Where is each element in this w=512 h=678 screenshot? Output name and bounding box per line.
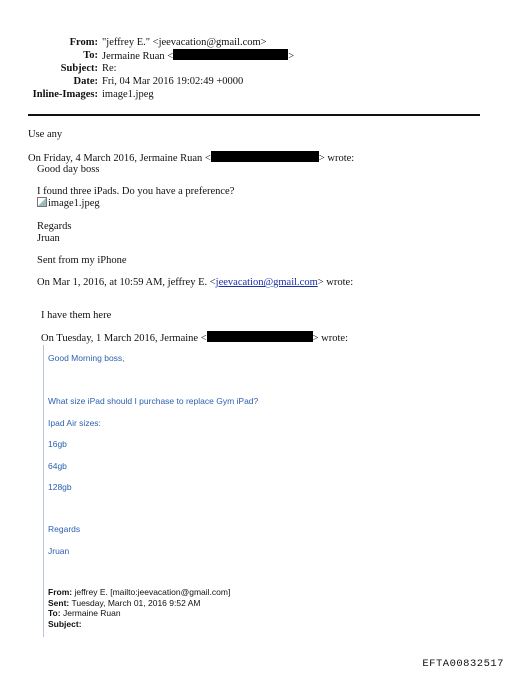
quote1-intro-text: On Friday, 4 March 2016, Jermaine Ruan <: [28, 153, 211, 164]
quote3-intro-text: On Tuesday, 1 March 2016, Jermaine <: [41, 333, 207, 344]
forward-subject-label: Subject:: [48, 619, 82, 629]
redaction-box: [211, 151, 319, 162]
header-from-label: From:: [69, 37, 98, 48]
forward-to-row: [48, 608, 121, 619]
quoted-sizes-heading: Ipad Air sizes:: [48, 418, 101, 428]
forward-to-label: To:: [48, 608, 61, 618]
redaction-box: [173, 49, 288, 60]
quoted-question: What size iPad should I purchase to replace Gym iPad?: [48, 396, 259, 406]
quote2-intro-text: On Mar 1, 2016, at 10:59 AM, jeffrey E. <: [37, 277, 216, 288]
quote3-intro: [41, 331, 348, 345]
quoted-name: Jruan: [48, 546, 70, 556]
forward-sent-value: Tuesday, March 01, 2016 9:52 AM: [71, 598, 201, 608]
body-good-day: Good day boss: [37, 164, 100, 175]
header-from-value: "jeffrey E." <jeevacation@gmail.com>: [102, 37, 267, 48]
body-found-ipads: I found three iPads. Do you have a preference?: [37, 186, 235, 197]
header-subject-label: Subject:: [60, 63, 98, 74]
quote2-intro: [37, 276, 353, 289]
quote1-intro-wrote: > wrote:: [318, 153, 355, 164]
forward-sent-row: [48, 598, 200, 609]
header-date-label: Date:: [73, 76, 98, 87]
quoted-size-item: 64gb: [48, 461, 67, 471]
header-to-label: To:: [83, 50, 98, 61]
header-to-name: Jermaine Ruan <: [102, 51, 174, 62]
quoted-greeting: Good Morning boss,: [48, 353, 125, 363]
header-to-close: >: [288, 51, 295, 62]
quoted-size-item: 128gb: [48, 482, 72, 492]
broken-image-icon: [37, 197, 47, 207]
header-date-value: Fri, 04 Mar 2016 19:02:49 +0000: [102, 76, 244, 87]
header-subject-value: Re:: [102, 63, 117, 74]
quoted-regards: Regards: [48, 524, 81, 534]
bates-stamp: EFTA00832517: [422, 658, 504, 670]
header-divider: [28, 114, 480, 116]
quote2-intro-wrote: > wrote:: [317, 277, 354, 288]
quoted-size-item: 16gb: [48, 439, 67, 449]
forward-to-value: Jermaine Ruan: [62, 608, 121, 618]
forward-sent-label: Sent:: [48, 598, 70, 608]
quote-bar: [43, 345, 44, 637]
forward-subject-row: [48, 619, 82, 630]
body-jruan: Jruan: [37, 233, 60, 244]
forward-from-row: [48, 587, 230, 598]
email-link[interactable]: jeevacation@gmail.com: [215, 277, 318, 288]
header-to-value: [102, 49, 294, 63]
inline-image-placeholder: [37, 197, 100, 210]
body-have-them: I have them here: [41, 310, 112, 321]
forward-from-value: jeffrey E. [mailto:jeevacation@gmail.com]: [74, 587, 231, 597]
body-sent-from: Sent from my iPhone: [37, 255, 127, 266]
redaction-box: [207, 331, 313, 342]
body-use-any: Use any: [28, 129, 63, 140]
quote3-intro-wrote: > wrote:: [312, 333, 349, 344]
header-inline-images-label: Inline-Images:: [32, 89, 98, 100]
inline-image-alt: image1.jpeg: [48, 198, 100, 209]
forward-from-label: From:: [48, 587, 73, 597]
body-regards: Regards: [37, 221, 72, 232]
header-inline-images-value: image1.jpeg: [102, 89, 154, 100]
